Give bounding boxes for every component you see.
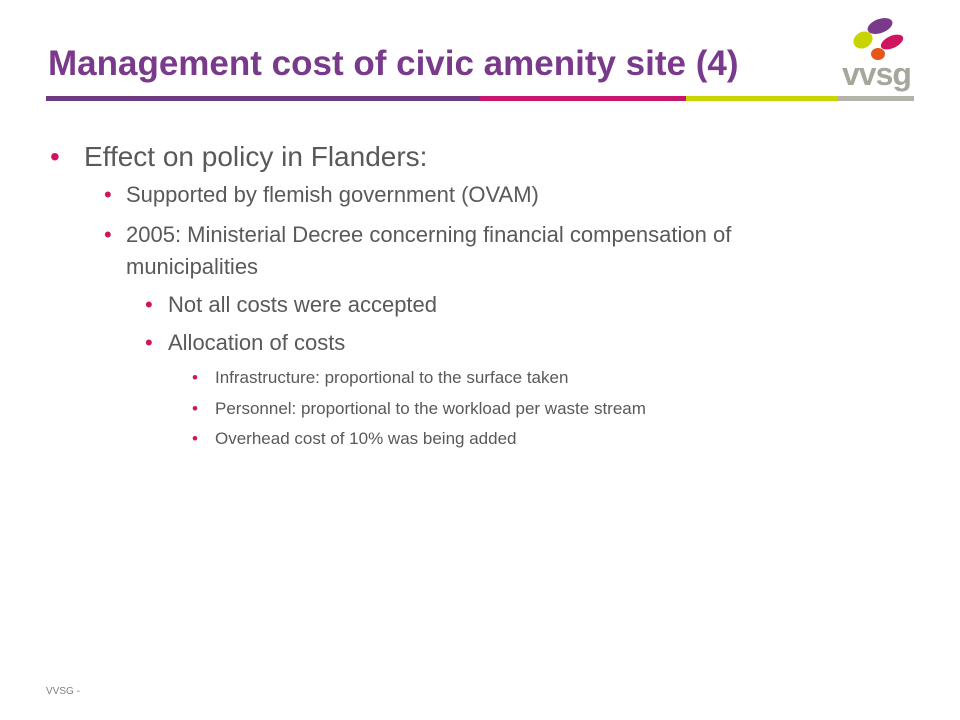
bullet-level4: Overhead cost of 10% was being added bbox=[215, 429, 517, 448]
bullet-marker: • bbox=[192, 368, 198, 387]
bullet-marker: • bbox=[192, 399, 198, 418]
bullet-level3: Not all costs were accepted bbox=[168, 292, 438, 317]
title-rule-lime bbox=[686, 96, 838, 101]
bullet-level4: Infrastructure: proportional to the surface taken bbox=[215, 368, 569, 387]
title-rule-purple bbox=[46, 96, 480, 101]
bullet-marker: • bbox=[145, 292, 153, 317]
vvsg-wordmark: vvsg bbox=[842, 56, 911, 92]
slide-title: Management cost of civic amenity site (4) bbox=[48, 44, 739, 83]
bullet-level4: Personnel: proportional to the workload per waste stream bbox=[215, 399, 646, 418]
bullet-marker: • bbox=[104, 182, 112, 207]
bullet-marker: • bbox=[104, 222, 112, 247]
bullet-level3: Allocation of costs bbox=[168, 330, 346, 355]
bullet-marker: • bbox=[145, 330, 153, 355]
bullet-marker: • bbox=[192, 429, 198, 448]
title-rule-grey bbox=[838, 96, 914, 101]
bullet-level1: Effect on policy in Flanders: bbox=[84, 141, 428, 172]
bullet-level2: Supported by flemish government (OVAM) bbox=[126, 182, 539, 207]
title-rule-magenta bbox=[480, 96, 686, 101]
bullet-marker: • bbox=[50, 141, 60, 172]
footer-text: VVSG - bbox=[46, 686, 80, 697]
bullet-level2: 2005: Ministerial Decree concerning financial compensation of bbox=[126, 222, 732, 247]
bullet-level2-continuation: municipalities bbox=[126, 254, 259, 279]
